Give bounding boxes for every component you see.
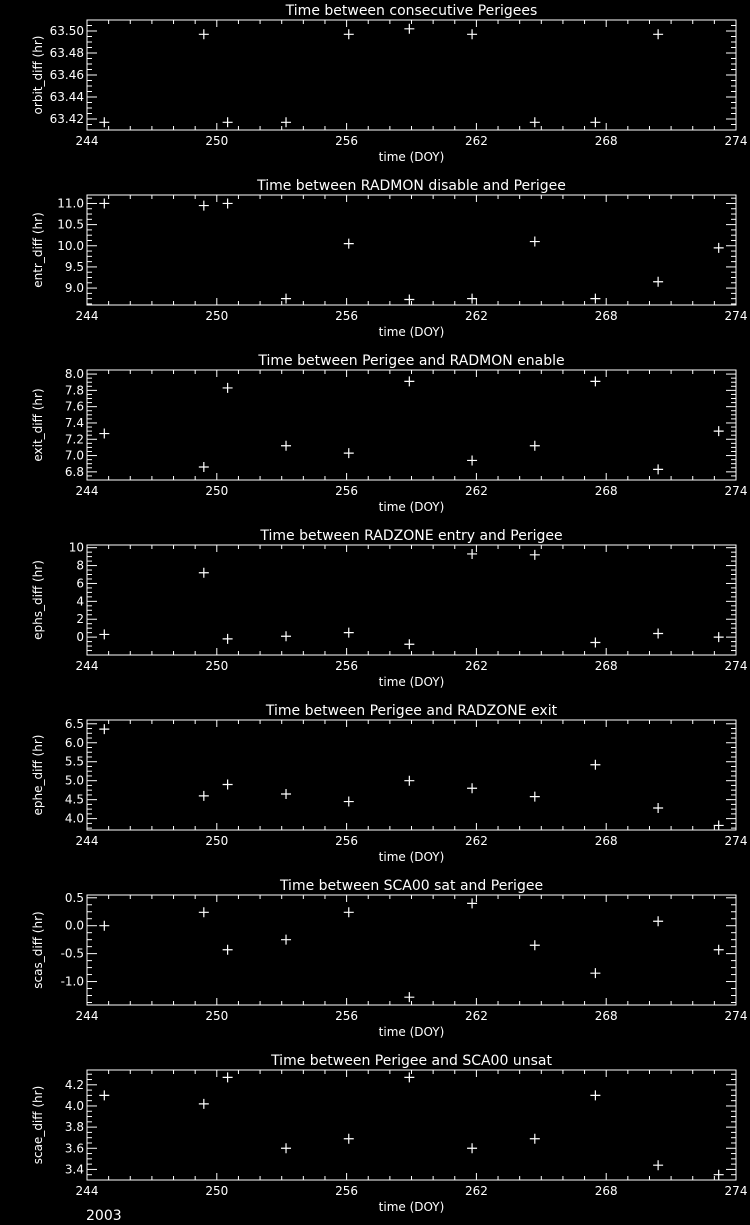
x-tick-label: 274	[724, 1184, 748, 1198]
x-axis-label: time (DOY)	[378, 500, 445, 514]
x-axis-label: time (DOY)	[378, 1200, 445, 1214]
data-point	[653, 629, 663, 639]
y-tick-label: 7.2	[64, 432, 84, 447]
data-point	[99, 1090, 109, 1100]
y-tick-label: 3.6	[64, 1141, 84, 1156]
x-tick-label: 256	[335, 309, 359, 323]
x-tick-label: 262	[464, 659, 488, 673]
y-axis-label: orbit_diff (hr)	[31, 35, 45, 115]
data-point	[99, 198, 109, 208]
y-tick-label: 0.0	[64, 918, 84, 933]
y-tick-label: 3.4	[64, 1162, 84, 1177]
y-tick-label: 8.0	[64, 367, 84, 382]
data-point	[404, 639, 414, 649]
y-tick-label: 4.0	[64, 811, 84, 826]
data-point	[199, 29, 209, 39]
x-tick-label: 244	[75, 484, 99, 498]
y-tick-label: 10.5	[57, 217, 84, 232]
y-axis-label: entr_diff (hr)	[31, 212, 45, 288]
data-point	[590, 968, 600, 978]
y-tick-label: 7.4	[64, 415, 84, 430]
y-tick-label: 3.8	[64, 1120, 84, 1135]
x-tick-label: 274	[724, 134, 748, 148]
y-tick-label: 4.2	[64, 1077, 84, 1092]
data-point	[653, 464, 663, 474]
y-tick-label: 11.0	[57, 196, 84, 211]
data-point	[530, 550, 540, 560]
data-point	[653, 277, 663, 287]
data-point	[344, 628, 354, 638]
data-point	[530, 117, 540, 127]
plot-frame	[87, 895, 736, 1005]
chart-panel-6	[31, 878, 747, 1039]
x-axis-label: time (DOY)	[378, 150, 445, 164]
x-tick-label: 244	[75, 659, 99, 673]
data-point	[714, 1170, 724, 1180]
data-point	[344, 907, 354, 917]
data-point	[714, 243, 724, 253]
data-point	[653, 803, 663, 813]
data-point	[281, 1143, 291, 1153]
data-point	[653, 916, 663, 926]
data-point	[404, 376, 414, 386]
x-tick-label: 256	[335, 484, 359, 498]
data-point	[344, 448, 354, 458]
y-tick-label: -1.0	[60, 974, 84, 989]
x-tick-label: 250	[205, 659, 229, 673]
data-point	[199, 201, 209, 211]
chart-panel-4	[31, 528, 747, 689]
chart-panel-7	[31, 1053, 747, 1214]
chart-panel-5	[31, 703, 747, 864]
data-point	[281, 631, 291, 641]
x-tick-label: 250	[205, 834, 229, 848]
data-point	[223, 945, 233, 955]
chart-title: Time between Perigee and SCA00 unsat	[271, 1053, 552, 1069]
plot-frame	[87, 195, 736, 305]
data-point	[530, 940, 540, 950]
data-point	[590, 117, 600, 127]
data-point	[530, 792, 540, 802]
y-tick-label: 2	[76, 612, 84, 627]
x-tick-label: 262	[464, 134, 488, 148]
data-point	[344, 1134, 354, 1144]
data-point	[530, 237, 540, 247]
data-point	[467, 455, 477, 465]
y-tick-label: 9.5	[64, 259, 84, 274]
x-tick-label: 274	[724, 659, 748, 673]
data-point	[223, 117, 233, 127]
y-tick-label: -0.5	[60, 946, 84, 961]
y-tick-label: 0	[76, 630, 84, 645]
y-tick-label: 5.0	[64, 773, 84, 788]
data-point	[199, 462, 209, 472]
y-tick-label: 6.5	[64, 716, 84, 731]
y-tick-label: 10	[68, 540, 84, 555]
chart-title: Time between RADZONE entry and Perigee	[260, 528, 563, 544]
y-tick-label: 0.5	[64, 890, 84, 905]
y-axis-label: exit_diff (hr)	[31, 388, 45, 462]
y-tick-label: 63.46	[49, 68, 84, 82]
chart-panel-1	[31, 3, 747, 164]
data-point	[344, 797, 354, 807]
x-tick-label: 256	[335, 834, 359, 848]
x-tick-label: 250	[205, 134, 229, 148]
data-point	[99, 724, 109, 734]
y-tick-label: 8	[76, 558, 84, 573]
x-axis-label: time (DOY)	[378, 325, 445, 339]
chart-title: Time between RADMON disable and Perigee	[257, 178, 566, 194]
plot-frame	[87, 720, 736, 830]
data-point	[714, 426, 724, 436]
x-tick-label: 244	[75, 834, 99, 848]
x-tick-label: 268	[594, 659, 618, 673]
data-point	[530, 441, 540, 451]
x-tick-label: 268	[594, 1184, 618, 1198]
data-point	[223, 634, 233, 644]
y-axis-label: ephs_diff (hr)	[31, 560, 45, 640]
data-point	[467, 783, 477, 793]
data-point	[281, 441, 291, 451]
y-tick-label: 63.48	[49, 46, 84, 60]
x-tick-label: 244	[75, 134, 99, 148]
plot-frame	[87, 545, 736, 655]
x-tick-label: 262	[464, 1184, 488, 1198]
x-tick-label: 244	[75, 1184, 99, 1198]
x-tick-label: 250	[205, 309, 229, 323]
y-tick-label: 6.8	[64, 464, 84, 479]
data-point	[199, 791, 209, 801]
y-tick-label: 5.5	[64, 754, 84, 769]
x-tick-label: 268	[594, 134, 618, 148]
data-point	[223, 383, 233, 393]
year-label: 2003	[86, 1208, 122, 1224]
x-tick-label: 250	[205, 484, 229, 498]
data-point	[467, 29, 477, 39]
data-point	[590, 294, 600, 304]
data-point	[590, 376, 600, 386]
data-point	[714, 945, 724, 955]
x-axis-label: time (DOY)	[378, 675, 445, 689]
data-point	[404, 1072, 414, 1082]
x-tick-label: 262	[464, 309, 488, 323]
data-point	[199, 907, 209, 917]
x-tick-label: 244	[75, 1009, 99, 1023]
chart-title: Time between Perigee and RADZONE exit	[265, 703, 558, 719]
plot-frame	[87, 1070, 736, 1180]
data-point	[281, 935, 291, 945]
y-tick-label: 6	[76, 576, 84, 591]
data-point	[344, 29, 354, 39]
plot-frame	[87, 370, 736, 480]
chart-title: Time between SCA00 sat and Perigee	[279, 878, 544, 894]
x-tick-label: 268	[594, 309, 618, 323]
x-tick-label: 262	[464, 1009, 488, 1023]
data-point	[223, 1072, 233, 1082]
chart-title: Time between consecutive Perigees	[285, 3, 538, 19]
y-tick-label: 7.6	[64, 399, 84, 414]
data-point	[281, 294, 291, 304]
x-tick-label: 262	[464, 834, 488, 848]
x-tick-label: 262	[464, 484, 488, 498]
y-tick-label: 10.0	[57, 238, 84, 253]
data-point	[223, 198, 233, 208]
data-point	[590, 760, 600, 770]
data-point	[404, 24, 414, 34]
data-point	[530, 1134, 540, 1144]
x-tick-label: 268	[594, 834, 618, 848]
data-point	[467, 549, 477, 559]
chart-panel-2	[31, 178, 747, 339]
y-tick-label: 63.42	[49, 112, 84, 126]
x-tick-label: 268	[594, 484, 618, 498]
x-tick-label: 256	[335, 659, 359, 673]
x-tick-label: 256	[335, 134, 359, 148]
x-tick-label: 268	[594, 1009, 618, 1023]
y-tick-label: 4.0	[64, 1098, 84, 1113]
chart-panel-3	[31, 353, 747, 514]
data-point	[590, 1090, 600, 1100]
chart-title: Time between Perigee and RADMON enable	[258, 353, 565, 369]
data-point	[653, 1160, 663, 1170]
y-tick-label: 4.5	[64, 792, 84, 807]
data-point	[344, 239, 354, 249]
data-point	[714, 632, 724, 642]
x-tick-label: 244	[75, 309, 99, 323]
y-tick-label: 4	[76, 594, 84, 609]
data-point	[714, 820, 724, 830]
x-tick-label: 274	[724, 834, 748, 848]
data-point	[99, 429, 109, 439]
plot-frame	[87, 20, 736, 130]
data-point	[404, 992, 414, 1002]
x-tick-label: 256	[335, 1184, 359, 1198]
data-point	[199, 1099, 209, 1109]
x-tick-label: 274	[724, 484, 748, 498]
x-axis-label: time (DOY)	[378, 1025, 445, 1039]
y-tick-label: 6.0	[64, 735, 84, 750]
data-point	[99, 921, 109, 931]
data-point	[99, 629, 109, 639]
y-tick-label: 7.8	[64, 383, 84, 398]
data-point	[199, 568, 209, 578]
data-point	[223, 779, 233, 789]
y-axis-label: scas_diff (hr)	[31, 911, 45, 989]
y-tick-label: 9.0	[64, 281, 84, 296]
data-point	[467, 898, 477, 908]
data-point	[99, 117, 109, 127]
y-tick-label: 63.50	[49, 24, 84, 38]
y-axis-label: scae_diff (hr)	[31, 1085, 45, 1165]
data-point	[467, 294, 477, 304]
y-tick-label: 63.44	[49, 90, 84, 104]
y-axis-label: ephe_diff (hr)	[31, 734, 45, 816]
data-point	[653, 29, 663, 39]
data-point	[281, 789, 291, 799]
x-tick-label: 250	[205, 1184, 229, 1198]
y-tick-label: 7.0	[64, 448, 84, 463]
data-point	[590, 637, 600, 647]
x-tick-label: 256	[335, 1009, 359, 1023]
x-tick-label: 274	[724, 1009, 748, 1023]
data-point	[404, 295, 414, 305]
x-tick-label: 250	[205, 1009, 229, 1023]
data-point	[404, 776, 414, 786]
x-tick-label: 274	[724, 309, 748, 323]
data-point	[281, 117, 291, 127]
data-point	[467, 1143, 477, 1153]
x-axis-label: time (DOY)	[378, 850, 445, 864]
